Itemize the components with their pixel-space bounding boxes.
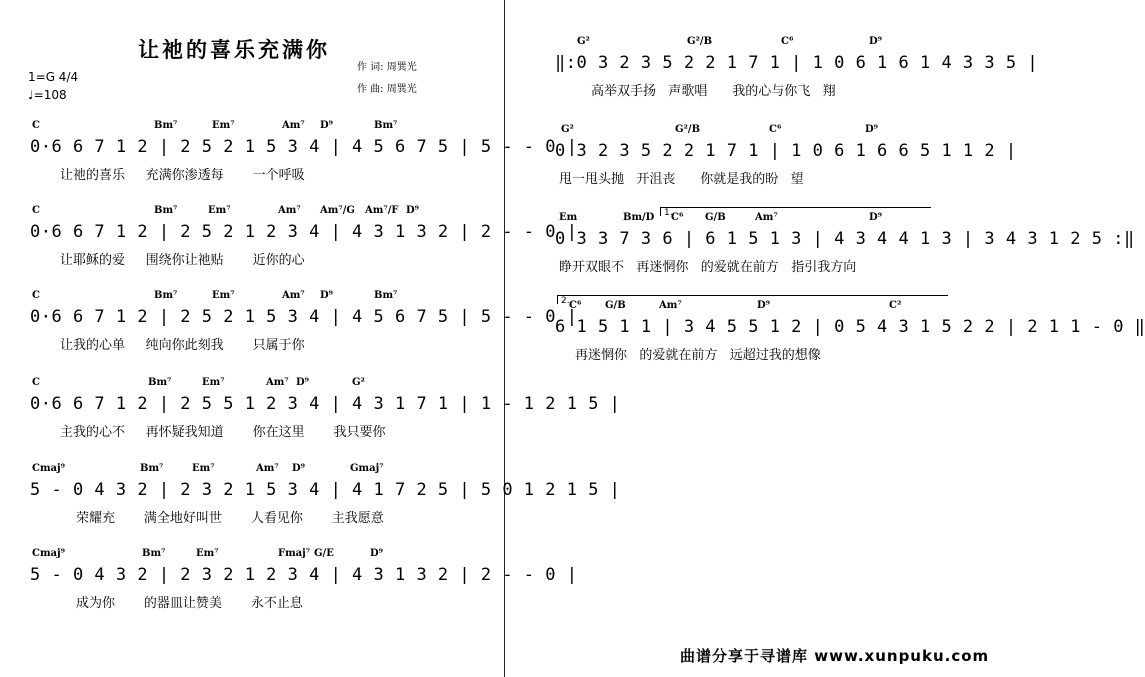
chord-symbol: Am⁷ [659, 300, 682, 311]
notation-line: 0·6 6 7 1 2 | 2 5 2 1 2 3 4 | 4 3 1 3 2 | 2 - - 0 | [30, 222, 578, 242]
chord-symbol: Bm⁷ [154, 290, 178, 301]
chord-symbol: Em [559, 212, 578, 223]
chord-symbol: C⁶ [769, 124, 782, 135]
lyricist-credit: 作 词: 周巽光 [357, 62, 417, 73]
chord-symbol: D⁹ [869, 212, 883, 223]
score-system-9 [555, 208, 1135, 282]
chord-symbol: D⁹ [320, 290, 334, 301]
chord-row [30, 377, 470, 391]
notation-line: 6 1 5 1 1 | 3 4 5 5 1 2 | 0 5 4 3 1 5 2 2 | 2 1 1 - 0 ‖ [555, 317, 1145, 337]
chord-symbol: Em⁷ [192, 463, 215, 474]
chord-symbol: Em⁷ [212, 290, 235, 301]
chord-symbol: Bm⁷ [140, 463, 164, 474]
chord-symbol: C [32, 205, 40, 216]
chord-symbol: D⁹ [406, 205, 420, 216]
chord-symbol: C⁶ [781, 36, 794, 47]
volta-label: 1. [664, 208, 673, 218]
key-signature: 1=G 4/4 [28, 70, 79, 84]
chord-symbol: G² [352, 377, 365, 388]
chord-symbol: G/B [705, 212, 726, 223]
chord-symbol: Am⁷/F [365, 205, 399, 216]
chord-symbol: D⁹ [865, 124, 879, 135]
chord-symbol: Am⁷ [755, 212, 778, 223]
chord-symbol: Am⁷ [282, 120, 305, 131]
chord-symbol: Bm⁷ [374, 120, 398, 131]
chord-row [555, 124, 975, 138]
chord-symbol: Em⁷ [196, 548, 219, 559]
chord-symbol: Am⁷ [278, 205, 301, 216]
chord-symbol: D⁹ [869, 36, 883, 47]
chord-symbol: D⁹ [320, 120, 334, 131]
notation-line: ‖:0 3 2 3 5 2 2 1 7 1 | 1 0 6 1 6 1 4 3 3 5 | [555, 53, 1039, 73]
chord-symbol: G² [577, 36, 590, 47]
lyric-line: 荣耀充 满全地好叫世 人看见你 主我愿意 [76, 511, 384, 526]
score-system-7 [555, 36, 1039, 106]
lyric-line: 让耶稣的爱 围绕你让祂贴 近你的心 [60, 253, 305, 268]
notation-line: 5 - 0 4 3 2 | 2 3 2 1 2 3 4 | 4 3 1 3 2 | 2 - - 0 | [30, 565, 578, 585]
chord-symbol: G²/B [687, 36, 713, 47]
chord-symbol: Bm⁷ [142, 548, 166, 559]
chord-row [555, 36, 975, 50]
notation-line: 0 3 3 7 3 6 | 6 1 5 1 3 | 4 3 4 4 1 3 | 3 4 3 1 2 5 :‖ [555, 229, 1135, 249]
chord-row [30, 120, 470, 134]
chord-symbol: C⁶ [569, 300, 582, 311]
chord-symbol: D⁹ [292, 463, 306, 474]
chord-symbol: Em⁷ [212, 120, 235, 131]
chord-symbol: Fmaj⁷ [278, 548, 311, 559]
chord-symbol: C⁶ [671, 212, 684, 223]
chord-symbol: Am⁷ [266, 377, 289, 388]
chord-symbol: G/B [605, 300, 626, 311]
chord-row [555, 212, 975, 226]
chord-row [30, 463, 470, 477]
chord-symbol: Cmaj⁹ [32, 463, 66, 474]
chord-symbol: D⁹ [757, 300, 771, 311]
chord-symbol: Bm⁷ [148, 377, 172, 388]
chord-symbol: D⁹ [296, 377, 310, 388]
score-system-8 [555, 124, 1017, 194]
notation-line: 0 3 2 3 5 2 2 1 7 1 | 1 0 6 1 6 6 5 1 1 2 | [555, 141, 1017, 161]
score-system-6 [30, 548, 578, 618]
chord-symbol: C² [889, 300, 902, 311]
score-system-10 [555, 296, 1145, 370]
chord-symbol: Am⁷ [282, 290, 305, 301]
chord-row [555, 300, 975, 314]
chord-symbol: Am⁷/G [320, 205, 355, 216]
chord-symbol: Bm⁷ [154, 205, 178, 216]
score-system-5 [30, 463, 621, 533]
lyric-line: 甩一甩头抛 开沮丧 你就是我的盼 望 [559, 172, 804, 187]
score-system-2 [30, 205, 578, 275]
chord-symbol: Am⁷ [256, 463, 279, 474]
lyric-line: 再迷惘你 的爱就在前方 远超过我的想像 [575, 348, 821, 363]
notation-line: 0·6 6 7 1 2 | 2 5 5 1 2 3 4 | 4 3 1 7 1 | 1 - 1 2 1 5 | [30, 394, 621, 414]
chord-row [30, 290, 470, 304]
chord-symbol: Em⁷ [202, 377, 225, 388]
volta-label: 2. [561, 296, 570, 306]
chord-symbol: C [32, 290, 40, 301]
lyric-line: 成为你 的器皿让赞美 永不止息 [76, 596, 303, 611]
song-title: 让祂的喜乐充满你 [138, 37, 330, 62]
lyric-line: 睁开双眼不 再迷惘你 的爱就在前方 指引我方向 [559, 260, 857, 275]
chord-symbol: Bm⁷ [374, 290, 398, 301]
chord-symbol: Cmaj⁹ [32, 548, 66, 559]
composer-credit: 作 曲: 周巽光 [357, 84, 417, 95]
footer-watermark: 曲谱分享于寻谱库 www.xunpuku.com [680, 647, 990, 665]
chord-symbol: C [32, 120, 40, 131]
notation-line: 0·6 6 7 1 2 | 2 5 2 1 5 3 4 | 4 5 6 7 5 | 5 - - 0 | [30, 307, 578, 327]
chord-symbol: Gmaj⁷ [350, 463, 384, 474]
chord-symbol: Em⁷ [208, 205, 231, 216]
tempo-marking: ♩=108 [28, 88, 67, 102]
notation-line: 0·6 6 7 1 2 | 2 5 2 1 5 3 4 | 4 5 6 7 5 | 5 - - 0 | [30, 137, 578, 157]
chord-symbol: Bm⁷ [154, 120, 178, 131]
lyric-line: 高举双手扬 声歌唱 我的心与你飞 翔 [591, 84, 836, 99]
score-system-4 [30, 377, 621, 447]
chord-symbol: C [32, 377, 40, 388]
notation-line: 5 - 0 4 3 2 | 2 3 2 1 5 3 4 | 4 1 7 2 5 | 5 0 1 2 1 5 | [30, 480, 621, 500]
lyric-line: 主我的心不 再怀疑我知道 你在这里 我只要你 [60, 425, 386, 440]
chord-symbol: Bm/D [623, 212, 655, 223]
lyric-line: 让祂的喜乐 充满你渗透每 一个呼吸 [60, 168, 305, 183]
chord-row [30, 205, 470, 219]
lyric-line: 让我的心单 纯向你此刻我 只属于你 [60, 338, 305, 353]
chord-symbol: G/E [314, 548, 334, 559]
chord-symbol: G² [561, 124, 574, 135]
chord-symbol: G²/B [675, 124, 701, 135]
chord-row [30, 548, 470, 562]
chord-symbol: D⁹ [370, 548, 384, 559]
